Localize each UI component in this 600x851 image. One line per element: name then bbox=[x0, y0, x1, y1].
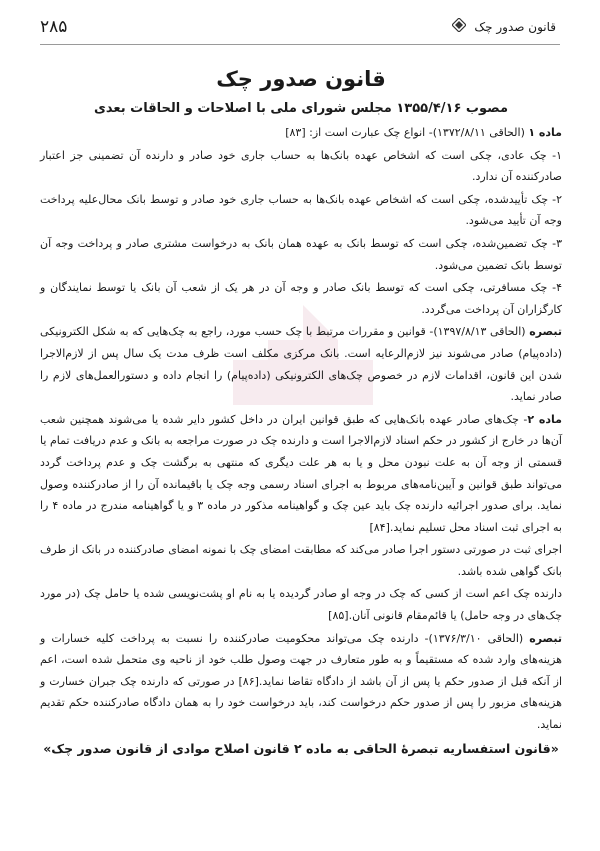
closing-heading: «قانون استفساریه تبصرهٔ الحاقی به ماده ۲ قانون اصلاح موادی از قانون صدور چک» bbox=[43, 740, 559, 756]
note-2-label: تبصره bbox=[529, 631, 562, 645]
article-1-text: (الحاقی ۱۳۷۲/۸/۱۱)- انواع چک عبارت است از: [۸۳] bbox=[285, 126, 529, 139]
article-2-paragraph-a: اجرای ثبت در صورتی دستور اجرا صادر می‌کند که مطابقت امضای چک با نمونه امضای صادرکننده در بانک از طرف بانک گواهی شده باشد. bbox=[40, 543, 562, 578]
article-1 bbox=[40, 122, 562, 144]
article-1-item-2: ۲- چک تأییدشده، چکی است که اشخاص عهده بانک‌ها به حساب جاری خود صادر و توسط بانک محال‌علیه پرداخت وجه آن تأیید می‌شود. bbox=[40, 192, 562, 228]
article-1-label: ماده ۱ bbox=[528, 126, 562, 139]
diamond-ornament-icon bbox=[452, 18, 466, 36]
article-2-paragraph-b: دارنده چک اعم است از کسی که چک در وجه او صادر گردیده یا به نام او پشت‌نویسی شده یا حامل چک (در مورد چک‌های در وجه حامل) یا قائم‌مقام قانونی آنان.[۸۵] bbox=[40, 587, 562, 623]
header-title-group bbox=[444, 18, 560, 36]
page-content bbox=[40, 60, 562, 760]
article-2-text: - چک‌های صادر عهده بانک‌هایی که طبق قوانین ایران در داخل کشور دایر شده یا می‌شوند همچنین شعب آن‌ها در خارج از کشور در حکم اسناد لازم‌الاجرا است و دارنده چک در صورت مراجعه به بانک و عدم دریافت تمام یا قسمتی از وجه آن به علت نبودن محل و یا به هر علت دیگری که منتهی به برگشت چک و عدم پرداخت گردد می‌تواند طبق قوانین و آیین‌نامه‌های مربوط به اجرای اسناد رسمی وجه چک یا باقیمانده آن را از صادرکننده وصول نماید. برای صدور اجرائیه دارنده چک باید عین چک و گواهینامه مذکور در ماده ۳ و یا گواهینامه مندرج در ماده ۴ را به اجرای ثبت اسناد محل تسلیم نماید.[۸۴] bbox=[40, 412, 562, 534]
law-title: قانون صدور چک bbox=[216, 67, 386, 91]
running-header bbox=[40, 10, 560, 45]
article-2-label: ماده ۲ bbox=[527, 412, 562, 426]
note-2 bbox=[40, 628, 562, 736]
note-2-text: (الحاقی ۱۳۷۶/۳/۱۰)- دارنده چک می‌تواند محکومیت صادرکننده را نسبت به پرداخت کلیه خسارات و هزینه‌های وارد شده که مستقیماً و به طور متعارف در جهت وصول طلب خود از ناحیه وی متحمل شده است، اعم از آنکه قبل از صدور حکم یا پس از آن باشد از دادگاه تقاضا نماید.[۸۶] در صورتی که دارنده چک جبران خسارت و هزینه‌های مزبور را پس از صدور حکم درخواست کند، باید درخواست خود را به همان دادگاه صادرکننده حکم تقدیم نماید. bbox=[40, 631, 562, 732]
note-1-text: (الحاقی ۱۳۹۷/۸/۱۳)- قوانین و مقررات مرتبط با چک حسب مورد، راجع به چک‌هایی که به شکل الکترونیکی (داده‌پیام) صادر می‌شوند نیز لازم‌الرعایه است. بانک مرکزی مکلف است ظرف مدت یک سال پس از لازم‌الاجرا شدن این قانون، اقدامات لازم در خصوص چک‌های الکترونیکی (داده‌پیام) را انجام داده و دستورالعمل‌های لازم را صادر نماید. bbox=[40, 325, 562, 404]
law-subtitle: مصوب ۱۳۵۵/۴/۱۶ مجلس شورای ملی با اصلاحات و الحاقات بعدی bbox=[94, 101, 508, 116]
note-1 bbox=[40, 321, 562, 407]
page-number: ۲۸۵ bbox=[40, 17, 68, 37]
article-1-item-4: ۴- چک مسافرتی، چکی است که توسط بانک صادر و وجه آن در هر یک از شعب آن بانک یا توسط نمایندگان و کارگزاران آن پرداخت می‌گردد. bbox=[40, 281, 562, 316]
running-title: قانون صدور چک bbox=[474, 20, 556, 34]
note-1-label: تبصره bbox=[529, 325, 562, 339]
article-1-item-1: ۱- چک عادی، چکی است که اشخاص عهده بانک‌ها به حساب جاری خود صادر و دارنده آن تضمینی جز اعتبار صادرکننده آن ندارد. bbox=[40, 148, 562, 184]
article-2 bbox=[40, 409, 562, 539]
article-1-item-3: ۳- چک تضمین‌شده، چکی است که توسط بانک به عهده همان بانک به درخواست مشتری صادر و پرداخت وجه آن توسط بانک تضمین می‌شود. bbox=[40, 236, 562, 272]
